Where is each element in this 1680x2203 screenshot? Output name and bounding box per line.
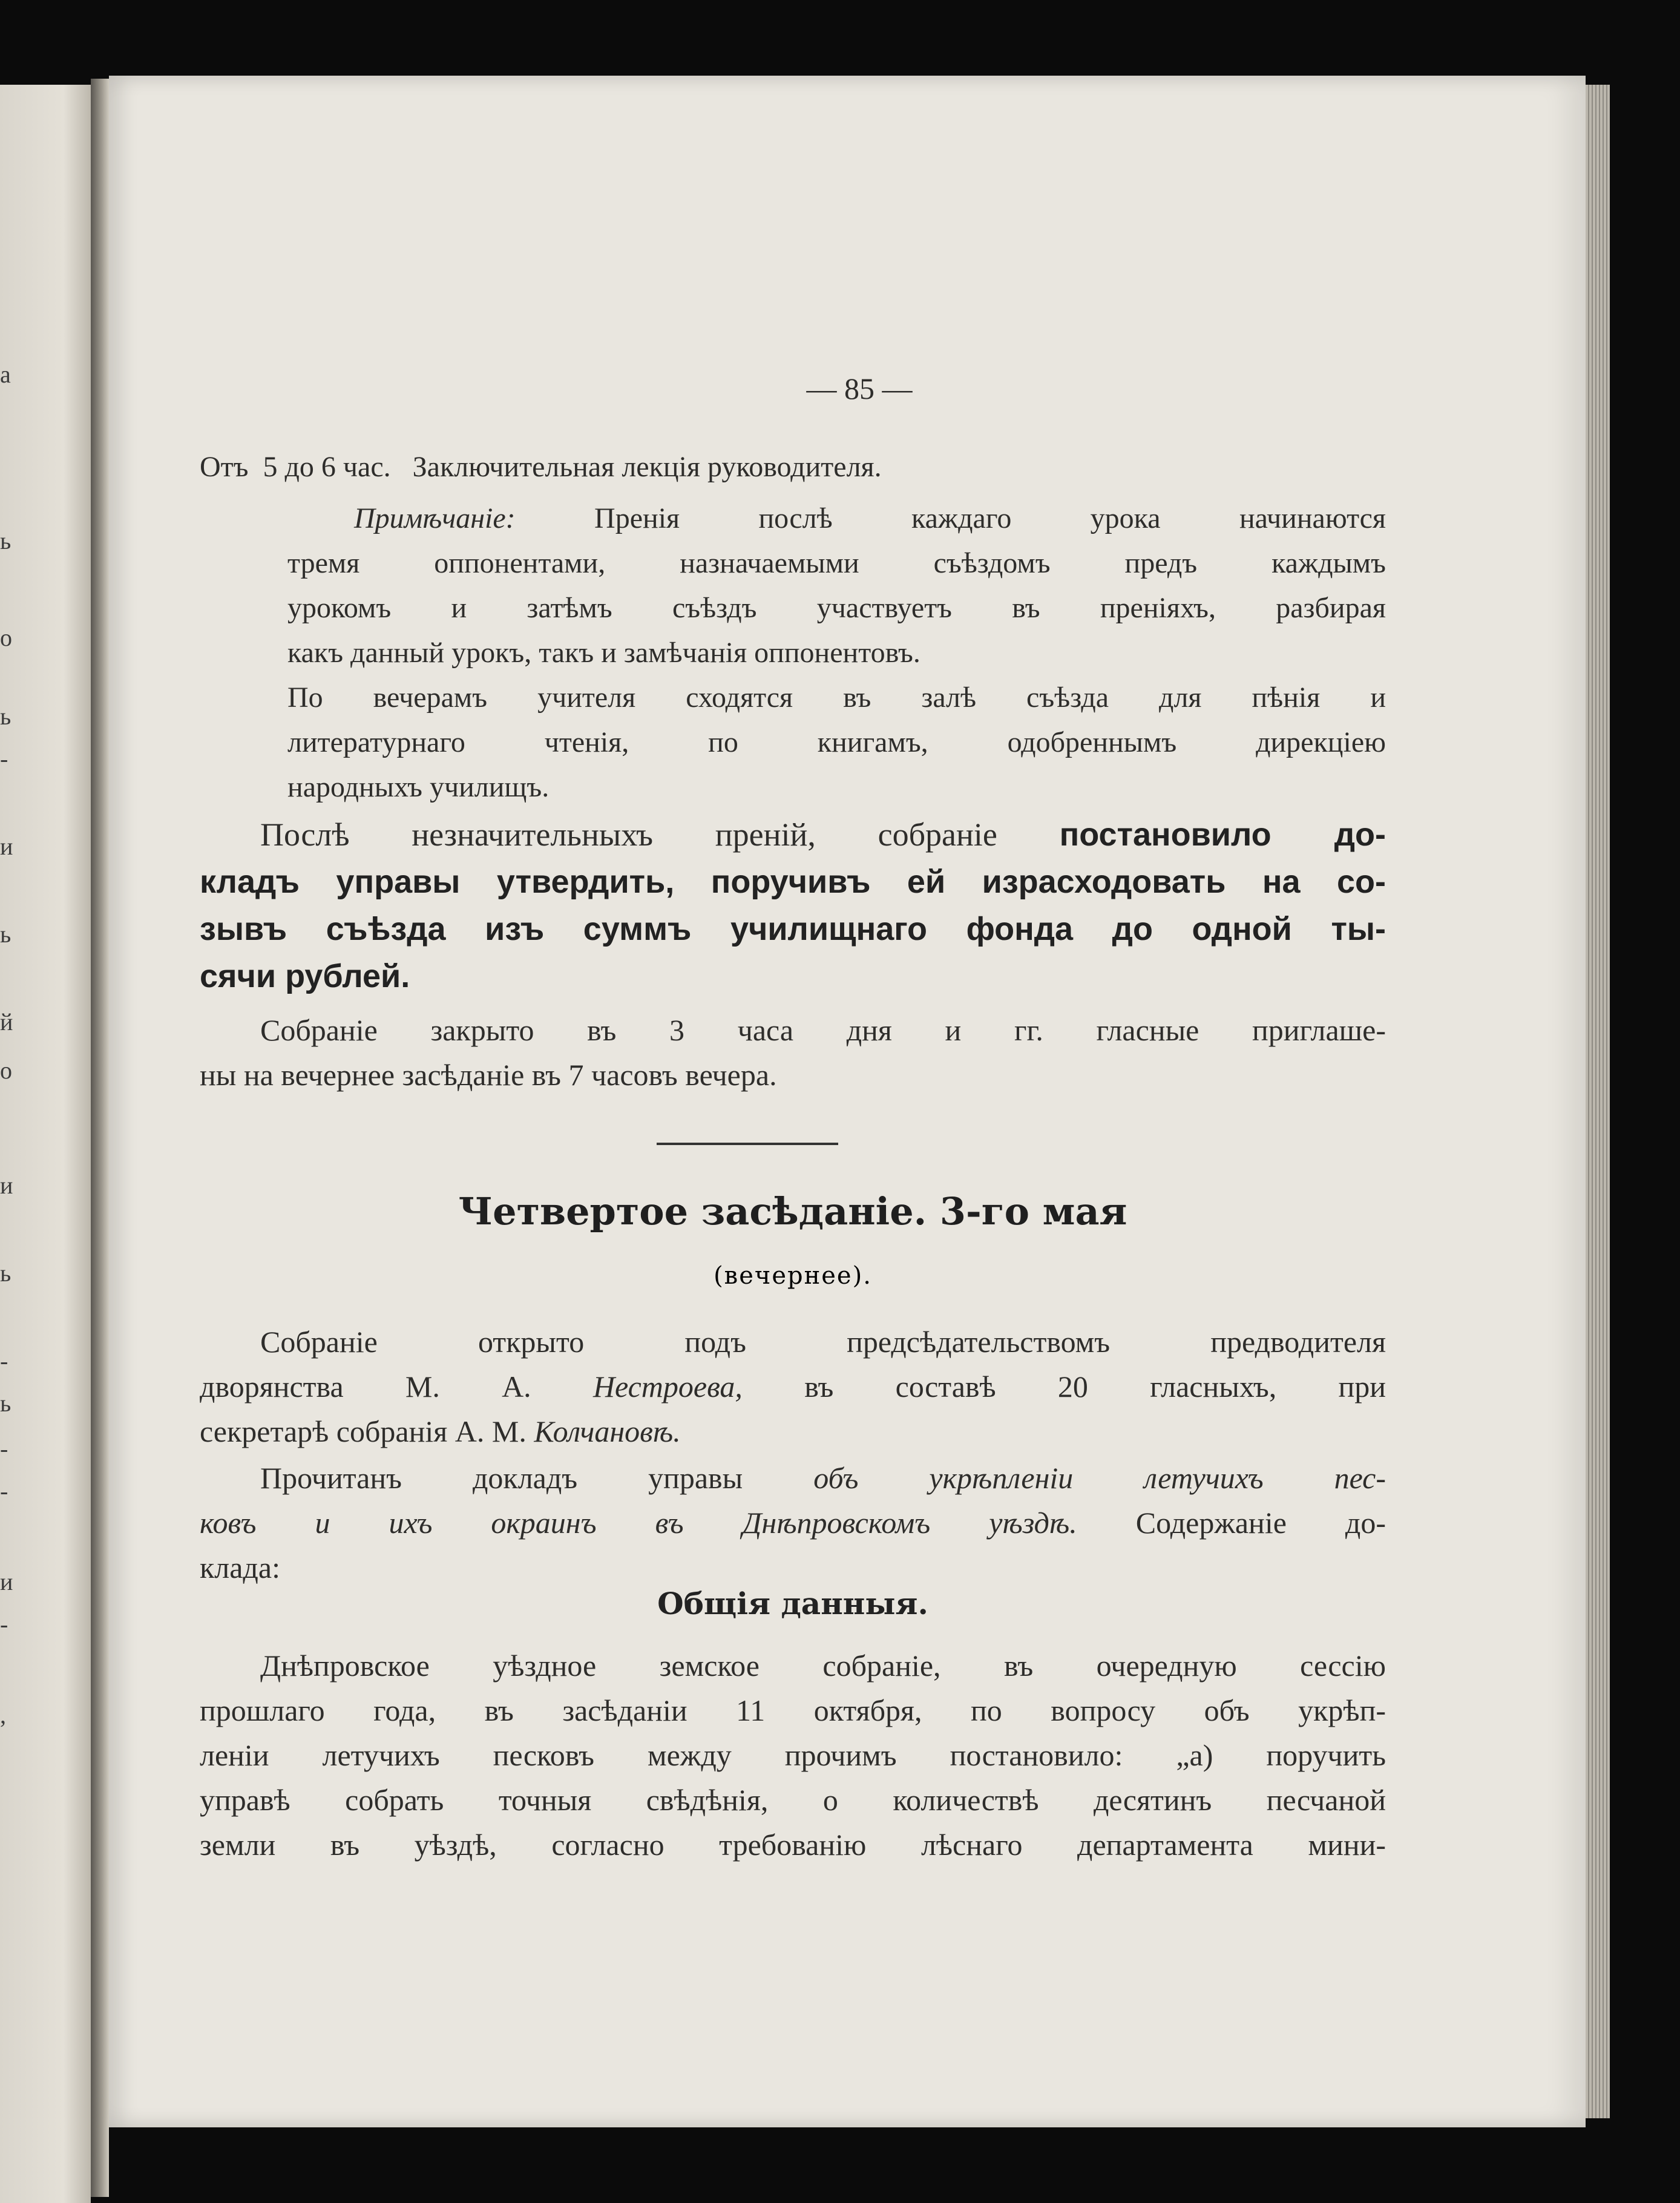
resolution-line: кладъ управы утвердить, поручивъ ей израсходовать на со-	[200, 864, 1386, 900]
section-title: Общія данныя.	[657, 1586, 928, 1621]
note-line: какъ данный урокъ, такъ и замѣчанія оппонентовъ.	[287, 637, 920, 669]
report-title: ковъ и ихъ окраинъ въ Днѣпровскомъ уѣздѣ.	[200, 1506, 1077, 1540]
note-line: По вечерамъ учителя сходятся въ залѣ съѣзда для пѣнія и	[287, 681, 1386, 714]
schedule-text: Отъ 5 до 6 час. Заключительная лекція руководителя.	[200, 451, 882, 483]
left-fragment: и	[0, 833, 13, 860]
left-fragment: и	[0, 1568, 13, 1595]
page-edges	[1586, 85, 1610, 2118]
report-title: объ укрѣпленіи летучихъ пес-	[813, 1461, 1386, 1495]
person-name: Нестроева,	[592, 1370, 743, 1404]
left-fragment: ь	[0, 703, 11, 730]
opening-text: секретарѣ собранія А. М.	[200, 1414, 527, 1448]
opening-line	[200, 1364, 1386, 1409]
left-fragment: -	[0, 1610, 8, 1638]
note-line: литературнаго чтенія, по книгамъ, одобреннымъ дирекціею	[287, 726, 1386, 758]
opening-text: дворянства М. А.	[200, 1370, 531, 1404]
body-paragraph	[200, 1643, 1386, 1867]
note-line: народныхъ училищъ.	[287, 771, 550, 803]
resolution-plain: Послѣ незначительныхъ преній, собраніе	[260, 816, 997, 853]
body-line: леніи летучихъ песковъ между прочимъ постановило: „а) поручить	[200, 1738, 1386, 1772]
resolution-paragraph	[200, 811, 1386, 1000]
note-block	[287, 496, 1386, 810]
report-text: Содержаніе до-	[1135, 1506, 1386, 1540]
body-line: управѣ собрать точныя свѣдѣнія, о количествѣ десятинъ песчаной	[200, 1783, 1386, 1817]
person-name: Колчановѣ.	[534, 1414, 681, 1448]
opening-paragraph	[200, 1319, 1386, 1454]
session-heading: Четвертое засѣданіе. 3-го мая	[458, 1189, 1127, 1233]
left-fragment: и	[0, 1172, 13, 1199]
closing-line: ны на вечернее засѣданіе въ 7 часовъ вечера.	[200, 1058, 777, 1092]
closing-paragraph	[200, 1008, 1386, 1097]
opening-text: въ составѣ 20 гласныхъ, при	[804, 1370, 1386, 1404]
body-line: Днѣпровское уѣздное земское собраніе, въ очередную сессію	[260, 1649, 1386, 1683]
left-fragment: а	[0, 361, 11, 388]
report-line	[200, 1456, 1386, 1500]
left-fragment: ь	[0, 921, 11, 948]
page-number: — 85 —	[806, 372, 913, 405]
report-paragraph	[200, 1456, 1386, 1590]
left-fragment: ь	[0, 527, 11, 554]
left-fragment: -	[0, 1477, 8, 1505]
note-label: Примѣчаніе:	[354, 502, 516, 534]
left-fragment: о	[0, 624, 12, 651]
body-line: земли въ уѣздѣ, согласно требованію лѣснаго департамента мини-	[200, 1828, 1386, 1862]
section-divider	[657, 1143, 838, 1145]
resolution-bold: постановило до-	[1059, 816, 1386, 853]
left-fragment: й	[0, 1008, 13, 1036]
note-line: урокомъ и затѣмъ съѣздъ участвуетъ въ преніяхъ, разбирая	[287, 592, 1386, 624]
left-fragment: -	[0, 1347, 8, 1374]
resolution-line-1	[200, 811, 1386, 858]
opening-line: Собраніе открыто подъ предсѣдательствомъ предводителя	[260, 1325, 1386, 1359]
left-fragment: -	[0, 745, 8, 772]
left-page-edge	[0, 85, 91, 2203]
closing-line: Собраніе закрыто въ 3 часа дня и гг. гласные приглаше-	[260, 1013, 1386, 1047]
book-gutter	[91, 79, 109, 2197]
note-line-1	[287, 496, 1386, 541]
report-line	[200, 1500, 1386, 1545]
body-line: прошлаго года, въ засѣданіи 11 октября, по вопросу объ укрѣп-	[200, 1693, 1386, 1727]
left-fragment: -	[0, 1435, 8, 1462]
book-page	[109, 76, 1586, 2127]
report-text: Прочитанъ докладъ управы	[260, 1461, 743, 1495]
session-subheading: (вечернее).	[714, 1262, 872, 1290]
resolution-line: зывъ съѣзда изъ суммъ училищнаго фонда до одной ты-	[200, 911, 1386, 947]
schedule-line	[200, 445, 1386, 490]
left-fragment: ь	[0, 1390, 11, 1417]
note-line: тремя оппонентами, назначаемыми съѣздомъ предъ каждымъ	[287, 547, 1386, 579]
left-fragment: ,	[0, 1701, 6, 1729]
opening-line	[200, 1409, 1386, 1454]
left-fragment: о	[0, 1057, 12, 1084]
resolution-line: сячи рублей.	[200, 958, 410, 994]
left-fragment: ь	[0, 1259, 11, 1287]
note-text: Пренія послѣ каждаго урока начинаются	[594, 502, 1386, 534]
report-line: клада:	[200, 1551, 280, 1584]
